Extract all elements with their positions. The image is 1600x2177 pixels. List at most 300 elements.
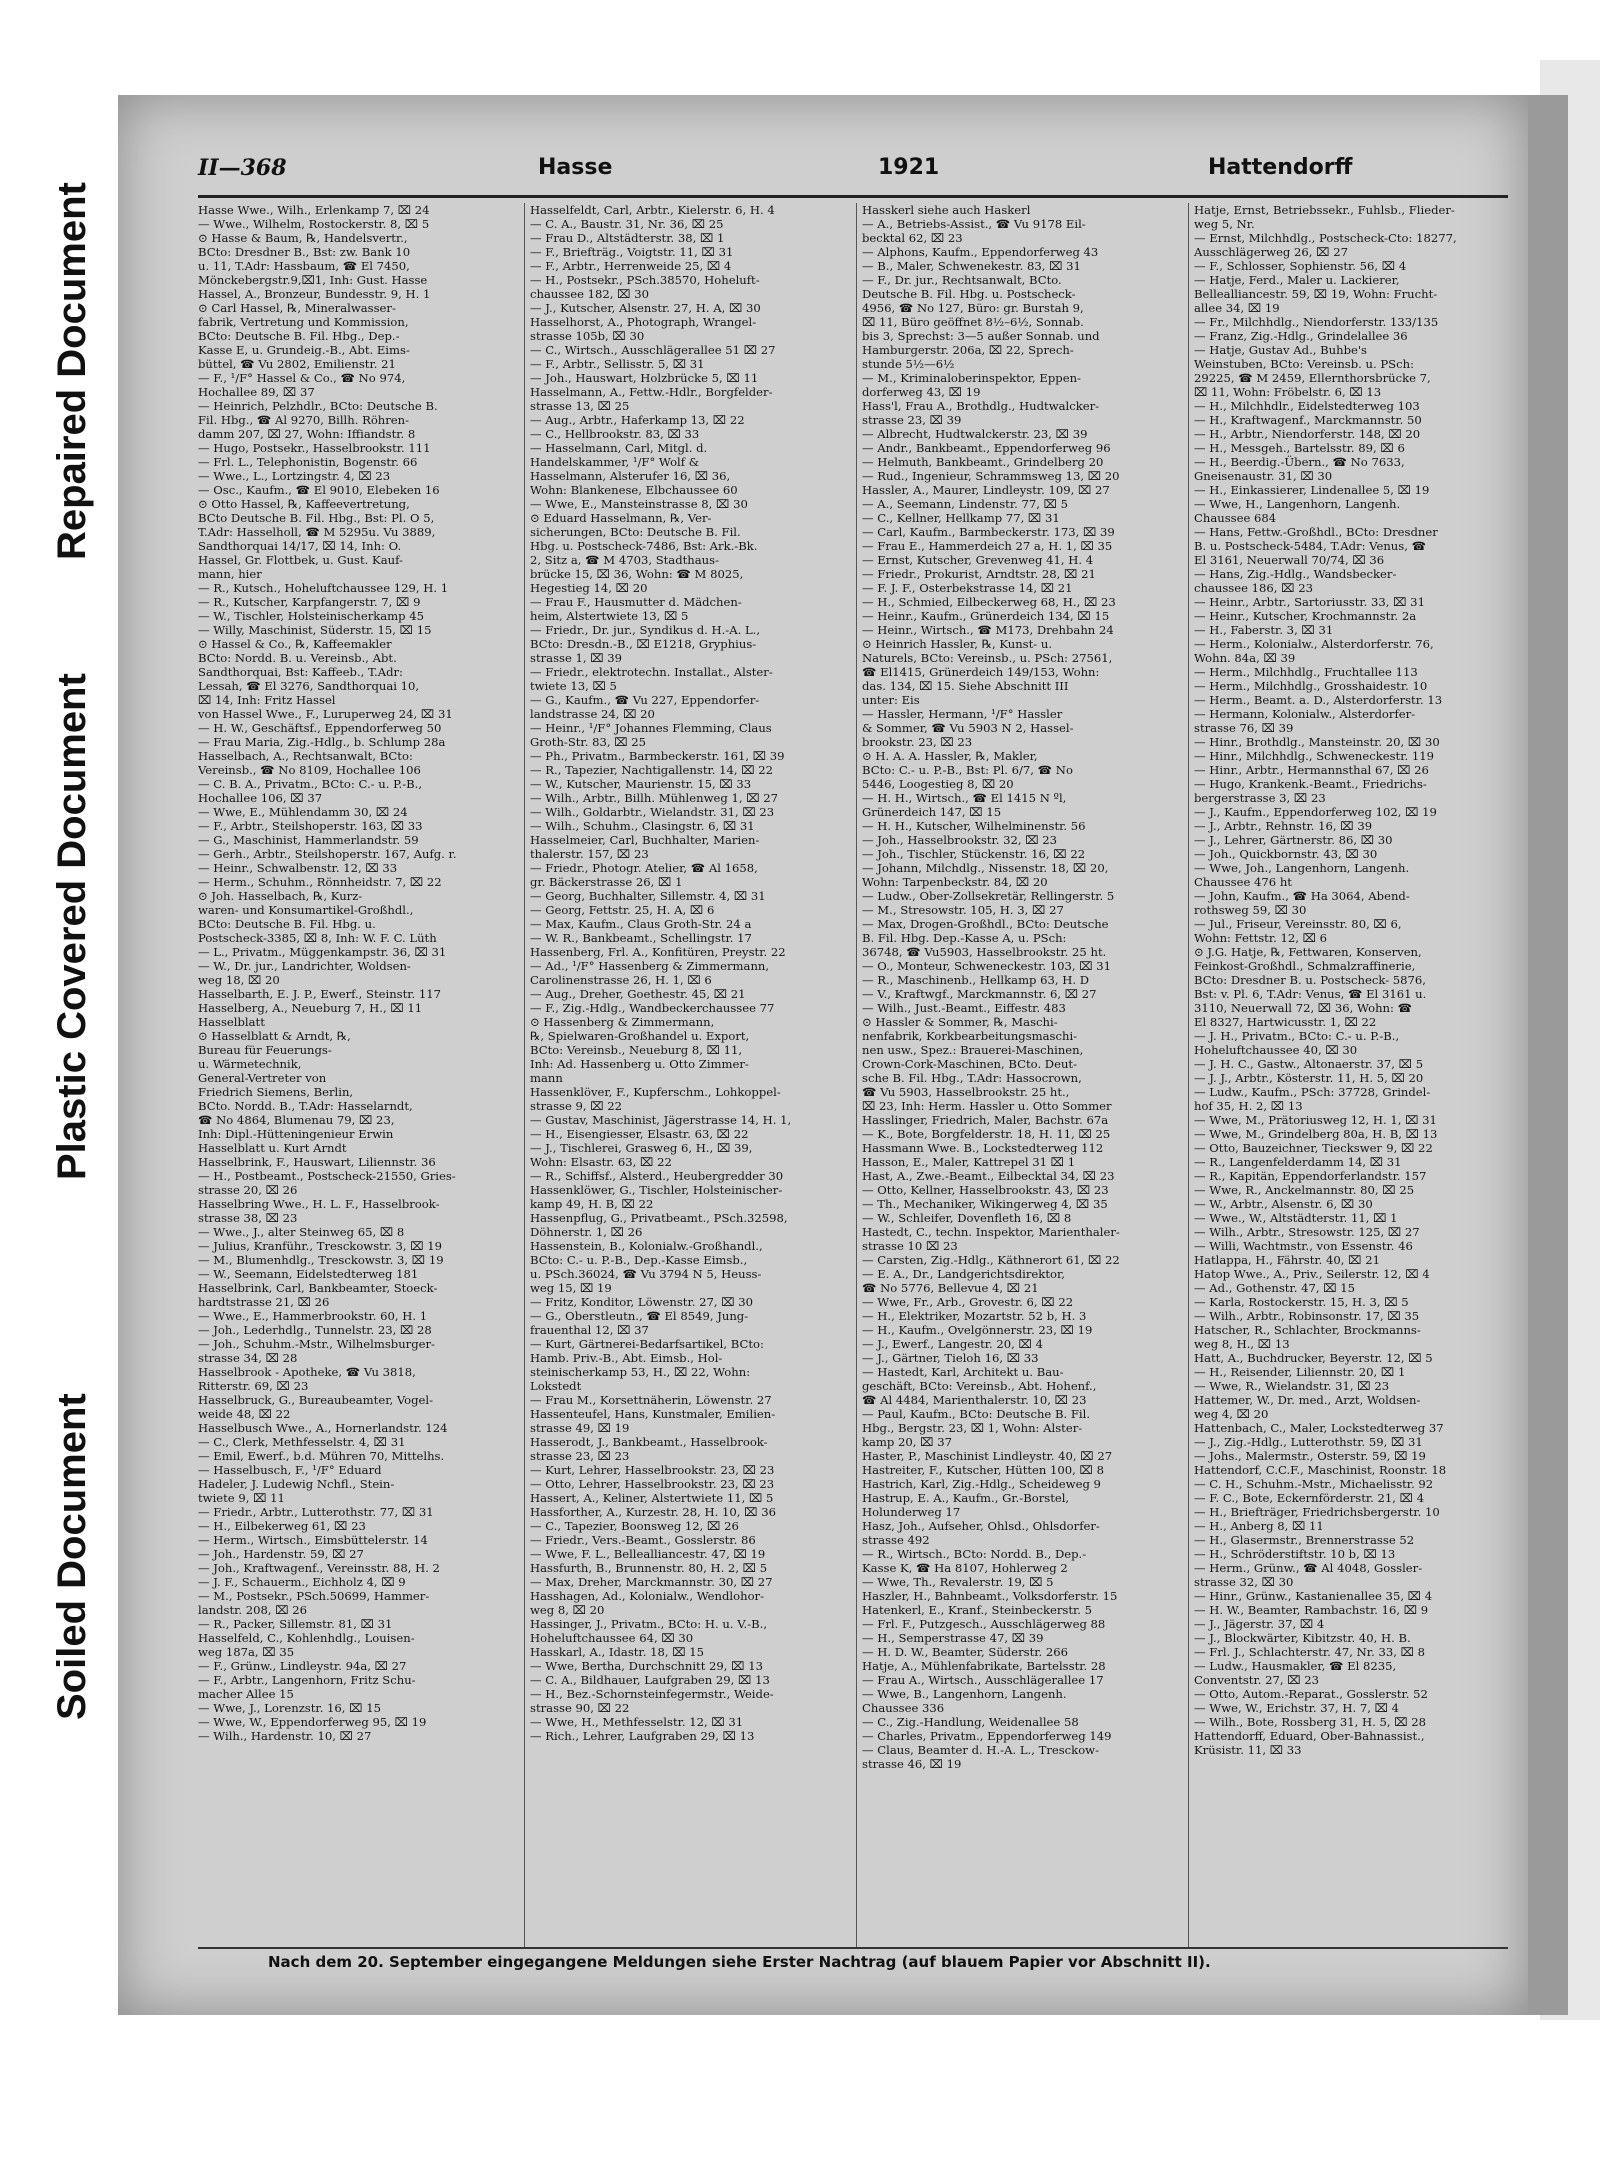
directory-entry-line: — H., Bez.-Schornsteinfegermstr., Weide- <box>530 1687 774 1701</box>
directory-entry-line: Feinkost-Großhdl., Schmalzraffinerie, <box>1194 959 1416 973</box>
directory-entry-line: — C., Clerk, Methfesselstr. 4, ⌧ 31 <box>198 1435 406 1449</box>
directory-entry-line: thalerstr. 157, ⌧ 23 <box>530 847 649 861</box>
directory-entry-line: — C., Wirtsch., Ausschlägerallee 51 ⌧ 27 <box>530 343 776 357</box>
page-edge <box>1528 95 1568 2015</box>
directory-entry-line: — Wilh., Goldarbtr., Wielandstr. 31, ⌧ 23 <box>530 805 775 819</box>
directory-entry-line: — Wilh., Schuhm., Clasingstr. 6, ⌧ 31 <box>530 819 755 833</box>
directory-entry-line: Haster, P., Maschinist Lindleystr. 40, ⌧ 27 <box>862 1449 1113 1463</box>
directory-entry-line: — Heinr., Arbtr., Sartoriusstr. 33, ⌧ 31 <box>1194 595 1425 609</box>
directory-entry-line: Weinstuben, BCto: Vereinsb. u. PSch: <box>1194 357 1414 371</box>
directory-entry-line: Hassenberg, Frl. A., Konfitüren, Preystr. 22 <box>530 945 786 959</box>
directory-entry-line: — Joh., Lederhdlg., Tunnelstr. 23, ⌧ 28 <box>198 1323 432 1337</box>
directory-entry-line: ☎ Al 4484, Marienthalerstr. 10, ⌧ 23 <box>862 1393 1087 1407</box>
directory-entry-line: Postscheck-3385, ⌧ 8, Inh: W. F. C. Lüth <box>198 931 437 945</box>
directory-entry-line: — Hans, Fettw.-Großhdl., BCto: Dresdner <box>1194 525 1438 539</box>
directory-entry-line: — Friedr., Dr. jur., Syndikus d. H.-A. L., <box>530 623 761 637</box>
directory-entry-line: — F., Arbtr., Steilshoperstr. 163, ⌧ 33 <box>198 819 423 833</box>
directory-entry-line: — Charles, Privatm., Eppendorferweg 149 <box>862 1729 1112 1743</box>
directory-entry-line: — C., Tapezier, Boonsweg 12, ⌧ 26 <box>530 1519 739 1533</box>
directory-entry-line: ⊙ Hassler & Sommer, ℞, Maschi- <box>862 1015 1058 1029</box>
directory-entry-line: Inh: Ad. Hassenberg u. Otto Zimmer- <box>530 1057 749 1071</box>
directory-entry-line: 29225, ☎ M 2459, Ellernthorsbrücke 7, <box>1194 371 1431 385</box>
directory-entry-line: — Hinr., Brothdlg., Mansteinstr. 20, ⌧ 30 <box>1194 735 1440 749</box>
directory-entry-line: Inh: Dipl.-Hütteningenieur Erwin <box>198 1127 394 1141</box>
directory-entry-line: — Herm., Schuhm., Rönnheidstr. 7, ⌧ 22 <box>198 875 442 889</box>
directory-entry-line: — Herm., Milchhdlg., Grosshaidestr. 10 <box>1194 679 1428 693</box>
directory-entry-line: — Ph., Privatm., Barmbeckerstr. 161, ⌧ 39 <box>530 749 785 763</box>
directory-entry-line: Wohn: Blankenese, Elbchaussee 60 <box>530 483 738 497</box>
directory-entry-line: Hasshagen, Ad., Kolonialw., Wendlohor- <box>530 1589 765 1603</box>
directory-entry-line: — F., Zig.-Hdlg., Wandbeckerchaussee 77 <box>530 1001 775 1015</box>
directory-entry-line: — Hermann, Kolonialw., Alsterdorfer- <box>1194 707 1416 721</box>
directory-entry-line: — H., Briefträger, Friedrichsbergerstr. 10 <box>1194 1505 1440 1519</box>
directory-entry-line: 2, Sitz a, ☎ M 4703, Stadthaus- <box>530 553 719 567</box>
directory-entry-line: — J. J., Arbtr., Kösterstr. 11, H. 5, ⌧ 20 <box>1194 1071 1424 1085</box>
directory-entry-line: — H., Reisender, Liliennstr. 20, ⌧ 1 <box>1194 1365 1406 1379</box>
directory-entry-line: Hassenstein, B., Kolonialw.-Großhandl., <box>530 1239 763 1253</box>
directory-entry-line: — Ad., ¹/F° Hassenberg & Zimmermann, <box>530 959 770 973</box>
directory-entry-line: — Wilh., Bote, Rossberg 31, H. 5, ⌧ 28 <box>1194 1715 1427 1729</box>
directory-entry-line: Hassenteufel, Hans, Kunstmaler, Emilien- <box>530 1407 776 1421</box>
directory-entry-line: Hasselbach, A., Rechtsanwalt, BCto: <box>198 749 413 763</box>
directory-entry-line: — H., Elektriker, Mozartstr. 52 b, H. 3 <box>862 1309 1087 1323</box>
directory-entry-line: — Andr., Bankbeamt., Eppendorferweg 96 <box>862 441 1111 455</box>
directory-entry-line: Chaussee 476 ht <box>1194 875 1292 889</box>
directory-entry-line: — H., Kraftwagenf., Marckmannstr. 50 <box>1194 413 1422 427</box>
directory-entry-line: — John, Kaufm., ☎ Ha 3064, Abend- <box>1194 889 1410 903</box>
directory-entry-line: mann, hier <box>198 567 262 581</box>
directory-entry-line: — Max, Dreher, Marckmannstr. 30, ⌧ 27 <box>530 1575 773 1589</box>
directory-entry-line: BCto. Nordd. B., T.Adr: Hasselarndt, <box>198 1099 413 1113</box>
directory-entry-line: — R., Wirtsch., BCto: Nordd. B., Dep.- <box>862 1547 1087 1561</box>
directory-entry-line: strasse 90, ⌧ 22 <box>530 1701 630 1715</box>
directory-entry-line: — Hans, Zig.-Hdlg., Wandsbecker- <box>1194 567 1397 581</box>
directory-entry-line: Hassenklöwer, G., Tischler, Holsteinischer- <box>530 1183 783 1197</box>
directory-entry-line: — W., Seemann, Eidelstedterweg 181 <box>198 1267 419 1281</box>
directory-entry-line: weg 5, Nr. <box>1194 217 1255 231</box>
directory-entry-line: Hattemer, W., Dr. med., Arzt, Woldsen- <box>1194 1393 1421 1407</box>
directory-entry-line: Bst: v. Pl. 6, T.Adr: Venus, ☎ El 3161 u. <box>1194 987 1427 1001</box>
directory-entry-line: unter: Eis <box>862 693 920 707</box>
directory-entry-line: 5446, Loogestieg 8, ⌧ 20 <box>862 777 1014 791</box>
directory-entry-line: — Wwe, W., Eppendorferweg 95, ⌧ 19 <box>198 1715 427 1729</box>
directory-entry-line: — Hinr., Milchhdlg., Schweneckestr. 119 <box>1194 749 1434 763</box>
directory-entry-line: — Georg, Buchhalter, Sillemstr. 4, ⌧ 31 <box>530 889 766 903</box>
directory-entry-line: — Friedr., Photogr. Atelier, ☎ Al 1658, <box>530 861 758 875</box>
directory-entry-line: Hassenklöver, F., Kupferschm., Lohkoppel- <box>530 1085 781 1099</box>
directory-entry-line: Hast, A., Zwe.-Beamt., Eilbecktal 34, ⌧ 23 <box>862 1169 1115 1183</box>
directory-entry-line: — C. A., Baustr. 31, Nr. 36, ⌧ 25 <box>530 217 724 231</box>
directory-entry-line: Hasselhorst, A., Photograph, Wrangel- <box>530 315 757 329</box>
directory-entry-line: ☎ No 4864, Blumenau 79, ⌧ 23, <box>198 1113 395 1127</box>
directory-entry-line: Hasserodt, J., Bankbeamt., Hasselbrook- <box>530 1435 768 1449</box>
directory-entry-line: — Frau F., Hausmutter d. Mädchen- <box>530 595 742 609</box>
directory-entry-line: — Wwe., W., Altstädterstr. 11, ⌧ 1 <box>1194 1211 1398 1225</box>
directory-entry-line: strasse 105b, ⌧ 30 <box>530 329 645 343</box>
directory-entry-line: — J., Jägerstr. 37, ⌧ 4 <box>1194 1617 1325 1631</box>
directory-entry-line: BCto: Nordd. B. u. Vereinsb., Abt. <box>198 651 397 665</box>
directory-entry-line: — H. W., Beamter, Rambachstr. 16, ⌧ 9 <box>1194 1603 1429 1617</box>
directory-entry-line: — J., Kaufm., Eppendorferweg 102, ⌧ 19 <box>1194 805 1437 819</box>
directory-entry-line: — H., Einkassierer, Lindenallee 5, ⌧ 19 <box>1194 483 1430 497</box>
directory-entry-line: Hegestieg 14, ⌧ 20 <box>530 581 648 595</box>
directory-entry-line: — Wilh., Arbtr., Stresowstr. 125, ⌧ 27 <box>1194 1225 1420 1239</box>
directory-entry-line: — C., Zig.-Handlung, Weidenallee 58 <box>862 1715 1079 1729</box>
directory-entry-line: — Friedr., Vers.-Beamt., Gosslerstr. 86 <box>530 1533 756 1547</box>
directory-entry-line: Ritterstr. 69, ⌧ 23 <box>198 1379 309 1393</box>
directory-entry-line: — Wilh., Hardenstr. 10, ⌧ 27 <box>198 1729 372 1743</box>
directory-entry-line: — Wwe, H., Langenhorn, Langenh. <box>1194 497 1401 511</box>
first-catchword: Hasse <box>538 155 613 180</box>
directory-entry-line: Hasskerl siehe auch Haskerl <box>862 203 1031 217</box>
directory-entry-line: — Friedr., Arbtr., Lutterothstr. 77, ⌧ 31 <box>198 1505 434 1519</box>
last-catchword: Hattendorff <box>1208 155 1353 180</box>
directory-entry-line: 4956, ☎ No 127, Büro: gr. Burstah 9, <box>862 301 1084 315</box>
directory-entry-line: dorferweg 43, ⌧ 19 <box>862 385 981 399</box>
directory-entry-line: ⊙ Joh. Hasselbach, ℞, Kurz- <box>198 889 363 903</box>
directory-entry-line: — H., Schmied, Eilbeckerweg 68, H., ⌧ 23 <box>862 595 1116 609</box>
directory-entry-line: Bureau für Feuerungs- <box>198 1043 332 1057</box>
directory-entry-line: — Wwe, Joh., Langenhorn, Langenh. <box>1194 861 1410 875</box>
column-2 <box>530 203 848 1953</box>
directory-entry-line: BCto: Dresdner B., Bst: zw. Bank 10 <box>198 245 411 259</box>
directory-entry-line: — H., Eisengiesser, Elsastr. 63, ⌧ 22 <box>530 1127 749 1141</box>
directory-entry-line: strasse 23, ⌧ 39 <box>862 413 962 427</box>
directory-entry-line: — Ernst, Milchhdlg., Postscheck-Cto: 18277, <box>1194 231 1457 245</box>
directory-entry-line: Hassert, A., Keliner, Alstertwiete 11, ⌧ 5 <box>530 1491 774 1505</box>
directory-entry-line: Hoheluftchaussee 64, ⌧ 30 <box>530 1631 694 1645</box>
directory-entry-line: — F., Arbtr., Sellisstr. 5, ⌧ 31 <box>530 357 705 371</box>
directory-entry-line: — H., Kaufm., Ovelgönnerstr. 23, ⌧ 19 <box>862 1323 1093 1337</box>
directory-entry-line: BCto: Dresdner B. u. Postscheck- 5876, <box>1194 973 1426 987</box>
directory-entry-line: — Wwe, E., Mansteinstrasse 8, ⌧ 30 <box>530 497 748 511</box>
directory-entry-line: ☎ Vu 5903, Hasselbrookstr. 25 ht., <box>862 1085 1070 1099</box>
directory-entry-line: — F., ¹/F° Hassel & Co., ☎ No 974, <box>198 371 406 385</box>
directory-entry-line: — Ludw., Ober-Zollsekretär, Rellingerstr. 5 <box>862 889 1115 903</box>
directory-entry-line: Hasz, Joh., Aufseher, Ohlsd., Ohlsdorfer- <box>862 1519 1100 1533</box>
directory-entry-line: Hasselbarth, E. J. P., Ewerf., Steinstr. 117 <box>198 987 442 1001</box>
directory-entry-line: — J., Gärtner, Tieloh 16, ⌧ 33 <box>862 1351 1039 1365</box>
directory-entry-line: — J., Blockwärter, Kibitzstr. 40, H. B. <box>1194 1631 1411 1645</box>
directory-entry-line: — B., Maler, Schwenekestr. 83, ⌧ 31 <box>862 259 1081 273</box>
directory-entry-line: Hassfurth, B., Brunnenstr. 80, H. 2, ⌧ 5 <box>530 1561 768 1575</box>
label-plastic-covered-document: Plastic Covered Document <box>50 673 94 1180</box>
directory-entry-line: Hatt, A., Buchdrucker, Beyerstr. 12, ⌧ 5 <box>1194 1351 1433 1365</box>
label-repaired-document: Repaired Document <box>50 182 94 560</box>
directory-entry-line: — Heinrich, Pelzhdlr., BCto: Deutsche B. <box>198 399 438 413</box>
directory-entry-line: strasse 32, ⌧ 30 <box>1194 1575 1294 1589</box>
directory-entry-line: — Wwe., Wilhelm, Rostockerstr. 8, ⌧ 5 <box>198 217 430 231</box>
directory-entry-line: Hassforther, A., Kurzestr. 28, H. 10, ⌧ 36 <box>530 1505 776 1519</box>
directory-entry-line: — Joh., Kraftwagenf., Vereinsstr. 88, H. 2 <box>198 1561 440 1575</box>
directory-entry-line: — G., Kaufm., ☎ Vu 227, Eppendorfer- <box>530 693 760 707</box>
directory-entry-line: Ausschlägerweg 26, ⌧ 27 <box>1194 245 1348 259</box>
directory-entry-line: — Frau Maria, Zig.-Hdlg., b. Schlump 28a <box>198 735 446 749</box>
directory-entry-line: Hattendorff, Eduard, Ober-Bahnassist., <box>1194 1729 1425 1743</box>
directory-entry-line: — H., Eilbekerweg 61, ⌧ 23 <box>198 1519 366 1533</box>
directory-entry-line: 36748, ☎ Vu5903, Hasselbrookstr. 25 ht. <box>862 945 1107 959</box>
directory-entry-line: 3110, Neuerwall 72, ⌧ 36, Wohn: ☎ <box>1194 1001 1413 1015</box>
directory-entry-line: — Albrecht, Hudtwalckerstr. 23, ⌧ 39 <box>862 427 1088 441</box>
directory-entry-line: — Kurt, Lehrer, Hasselbrookstr. 23, ⌧ 23 <box>530 1463 775 1477</box>
directory-entry-line: büttel, ☎ Vu 2802, Emilienstr. 21 <box>198 357 396 371</box>
directory-entry-line: — G., Oberstleutn., ☎ El 8549, Jung- <box>530 1309 749 1323</box>
directory-entry-line: kamp 49, H. B, ⌧ 22 <box>530 1197 654 1211</box>
directory-entry-line: — Wilh., Just.-Beamt., Eiffestr. 483 <box>862 1001 1066 1015</box>
directory-entry-line: — Emil, Ewerf., b.d. Mühren 70, Mittelhs. <box>198 1449 445 1463</box>
directory-entry-line: — Wilh., Arbtr., Robinsonstr. 17, ⌧ 35 <box>1194 1309 1420 1323</box>
column-4 <box>1194 203 1512 1953</box>
directory-entry-line: hardtstrasse 21, ⌧ 26 <box>198 1295 330 1309</box>
directory-entry-line: — Hatje, Gustav Ad., Buhbe's <box>1194 343 1367 357</box>
directory-entry-line: ☎ El1415, Grünerdeich 149/153, Wohn: <box>862 665 1100 679</box>
directory-entry-line: — A., Betriebs-Assist., ☎ Vu 9178 Eil- <box>862 217 1086 231</box>
directory-entry-line: ⊙ Hasselblatt & Arndt, ℞, <box>198 1029 351 1043</box>
directory-entry-line: — M., Stresowstr. 105, H. 3, ⌧ 27 <box>862 903 1064 917</box>
directory-entry-line: Hassel, A., Bronzeur, Bundesstr. 9, H. 1 <box>198 287 431 301</box>
directory-entry-line: — H. H., Wirtsch., ☎ El 1415 N ºl, <box>862 791 1067 805</box>
directory-entry-line: — Frau M., Korsettnäherin, Löwenstr. 27 <box>530 1393 772 1407</box>
footer-note: Nach dem 20. September eingegangene Meldungen siehe Erster Nachtrag (auf blauem Papier vor Abschnitt II). <box>268 1953 1211 1971</box>
directory-entry-line: Chaussee 684 <box>1194 511 1277 525</box>
directory-entry-line: — Herm., Wirtsch., Eimsbüttelerstr. 14 <box>198 1533 428 1547</box>
directory-entry-line: weg 15, ⌧ 19 <box>530 1281 612 1295</box>
directory-entry-line: BCto: Dresdn.-B., ⌧ E1218, Gryphius- <box>530 637 757 651</box>
directory-entry-line: — Ad., Gothenstr. 47, ⌧ 15 <box>1194 1281 1355 1295</box>
directory-entry-line: u. PSch.36024, ☎ Vu 3794 N 5, Heuss- <box>530 1267 762 1281</box>
directory-entry-line: — Aug., Arbtr., Haferkamp 13, ⌧ 22 <box>530 413 745 427</box>
directory-entry-line: Kasse E, u. Grundeig.-B., Abt. Eims- <box>198 343 410 357</box>
directory-entry-line: — Wwe, E., Mühlendamm 30, ⌧ 24 <box>198 805 408 819</box>
directory-entry-line: von Hassel Wwe., F., Luruperweg 24, ⌧ 31 <box>198 707 453 721</box>
directory-entry-line: — R., Kutsch., Hoheluftchaussee 129, H. 1 <box>198 581 449 595</box>
directory-entry-line: — Frau A., Wirtsch., Ausschlägerallee 17 <box>862 1673 1104 1687</box>
directory-entry-line: macher Allee 15 <box>198 1687 294 1701</box>
directory-entry-line: BCto: Deutsche B. Fil. Hbg., Dep.- <box>198 329 400 343</box>
directory-entry-line: hof 35, H. 2, ⌧ 13 <box>1194 1099 1303 1113</box>
directory-entry-line: nenfabrik, Korkbearbeitungsmaschi- <box>862 1029 1078 1043</box>
directory-entry-line: — Aug., Dreher, Goethestr. 45, ⌧ 21 <box>530 987 746 1001</box>
directory-entry-line: Hasselbruck, G., Bureaubeamter, Vogel- <box>198 1393 434 1407</box>
directory-entry-line: — H., Schröderstiftstr. 10 b, ⌧ 13 <box>1194 1547 1396 1561</box>
directory-entry-line: — H., Postbeamt., Postscheck-21550, Gries- <box>198 1169 456 1183</box>
directory-entry-line: — Alphons, Kaufm., Eppendorferweg 43 <box>862 245 1099 259</box>
directory-entry-line: — Wwe, B., Langenhorn, Langenh. <box>862 1687 1067 1701</box>
directory-entry-line: — H., Postsekr., PSch.38570, Hoheluft- <box>530 273 760 287</box>
directory-entry-line: Handelskammer, ¹/F° Wolf & <box>530 455 700 469</box>
directory-entry-line: — R., Kapitän, Eppendorferlandstr. 157 <box>1194 1169 1427 1183</box>
directory-entry-line: — C. A., Bildhauer, Laufgraben 29, ⌧ 13 <box>530 1673 770 1687</box>
directory-entry-line: Friedrich Siemens, Berlin, <box>198 1085 354 1099</box>
directory-entry-line: Hasselblatt <box>198 1015 265 1029</box>
directory-entry-line: — Friedr., Prokurist, Arndtstr. 28, ⌧ 21 <box>862 567 1096 581</box>
directory-entry-line: — Wwe, F. L., Bellealliancestr. 47, ⌧ 19 <box>530 1547 766 1561</box>
directory-entry-line: strasse 23, ⌧ 23 <box>530 1449 630 1463</box>
directory-entry-line: — Frau D., Altstädterstr. 38, ⌧ 1 <box>530 231 725 245</box>
directory-entry-line: — Wwe, R., Wielandstr. 31, ⌧ 23 <box>1194 1379 1390 1393</box>
directory-entry-line: heim, Alstertwiete 13, ⌧ 5 <box>530 609 689 623</box>
directory-entry-line: — W., Arbtr., Alsenstr. 6, ⌧ 30 <box>1194 1197 1373 1211</box>
directory-entry-line: — R., Kutscher, Karpfangerstr. 7, ⌧ 9 <box>198 595 421 609</box>
directory-entry-line: — Osc., Kaufm., ☎ El 9010, Elebeken 16 <box>198 483 440 497</box>
directory-entry-line: chaussee 182, ⌧ 30 <box>530 287 649 301</box>
directory-entry-line: — H., Glasermstr., Brennerstrasse 52 <box>1194 1533 1415 1547</box>
directory-entry-line: Groth-Str. 83, ⌧ 25 <box>530 735 646 749</box>
footer-rule <box>198 1947 1508 1949</box>
directory-entry-line: — Fr., Milchhdlg., Niendorferstr. 133/135 <box>1194 315 1439 329</box>
directory-entry-line: Lokstedt <box>530 1379 582 1393</box>
directory-entry-line: — H., Milchhdlr., Eidelstedterweg 103 <box>1194 399 1420 413</box>
directory-entry-line: — G., Maschinist, Hammerlandstr. 59 <box>198 833 419 847</box>
directory-entry-line: mann <box>530 1071 563 1085</box>
directory-entry-line: — Heinr., ¹/F° Johannes Flemming, Claus <box>530 721 772 735</box>
directory-entry-line: — Joh., Tischler, Stückenstr. 16, ⌧ 22 <box>862 847 1086 861</box>
directory-entry-line: — J. H. C., Gastw., Altonaerstr. 37, ⌧ 5 <box>1194 1057 1424 1071</box>
directory-entry-line: strasse 492 <box>862 1533 930 1547</box>
directory-entry-line: Hatje, Ernst, Betriebssekr., Fuhlsb., Flieder- <box>1194 203 1455 217</box>
directory-entry-line: — Frl. L., Telephonistin, Bogenstr. 66 <box>198 455 418 469</box>
directory-entry-line: — J. H., Privatm., BCto: C.- u. P.-B., <box>1194 1029 1400 1043</box>
year: 1921 <box>878 155 940 180</box>
directory-entry-line: strasse 46, ⌧ 19 <box>862 1757 962 1771</box>
directory-entry-line: — Wwe., L., Lortzingstr. 4, ⌧ 23 <box>198 469 391 483</box>
directory-entry-line: — Hasselmann, Carl, Mitgl. d. <box>530 441 708 455</box>
directory-entry-line: ⌧ 11, Wohn: Fröbelstr. 6, ⌧ 13 <box>1194 385 1382 399</box>
directory-entry-line: — Wwe, W., Erichstr. 37, H. 7, ⌧ 4 <box>1194 1701 1399 1715</box>
directory-entry-line: — Karla, Rostockerstr. 15, H. 3, ⌧ 5 <box>1194 1295 1409 1309</box>
directory-entry-line: rothsweg 59, ⌧ 30 <box>1194 903 1307 917</box>
directory-entry-line: ☎ No 5776, Bellevue 4, ⌧ 21 <box>862 1281 1039 1295</box>
directory-entry-line: — Wwe., J., alter Steinweg 65, ⌧ 8 <box>198 1225 405 1239</box>
directory-entry-line: — Franz, Zig.-Hdlg., Grindelallee 36 <box>1194 329 1408 343</box>
directory-entry-line: — Wwe, M., Prätoriusweg 12, H. 1, ⌧ 31 <box>1194 1113 1437 1127</box>
directory-entry-line: — Rich., Lehrer, Laufgraben 29, ⌧ 13 <box>530 1729 755 1743</box>
directory-entry-line: — Otto, Bauzeichner, Tieckswег 9, ⌧ 22 <box>1194 1141 1433 1155</box>
directory-entry-line: Hasslinger, Friedrich, Maler, Bachstr. 67a <box>862 1113 1109 1127</box>
directory-entry-line: — R., Langenfelderdamm 14, ⌧ 31 <box>1194 1155 1402 1169</box>
directory-entry-line: strasse 9, ⌧ 22 <box>530 1099 623 1113</box>
directory-entry-line: — Hinr., Arbtr., Hermannsthal 67, ⌧ 26 <box>1194 763 1429 777</box>
directory-entry-line: — W., Tischler, Holsteinischerkamp 45 <box>198 609 425 623</box>
directory-entry-line: — Wwe, J., Lorenzstr. 16, ⌧ 15 <box>198 1701 381 1715</box>
directory-entry-line: Sandthorquai, Bst: Kaffeeb., T.Adr: <box>198 665 403 679</box>
directory-entry-line: El 8327, Hartwicusstr. 1, ⌧ 22 <box>1194 1015 1377 1029</box>
directory-entry-line: — Joh., Hardenstr. 59, ⌧ 27 <box>198 1547 364 1561</box>
directory-entry-line: twiete 13, ⌧ 5 <box>530 679 617 693</box>
directory-entry-line: Mönckebergstr.9,⌧1, Inh: Gust. Hasse <box>198 273 428 287</box>
directory-entry-line: Hatscher, R., Schlachter, Brockmanns- <box>1194 1323 1421 1337</box>
directory-entry-line: ℞, Spielwaren-Großhandel u. Export, <box>530 1029 750 1043</box>
directory-entry-line: ⊙ J.G. Hatje, ℞, Fettwaren, Konserven, <box>1194 945 1422 959</box>
directory-entry-line: — C. B. A., Privatm., BCto: C.- u. P.-B., <box>198 777 423 791</box>
header-rule <box>198 195 1508 198</box>
directory-entry-line: — Carl, Kaufm., Barmbeckerstr. 173, ⌧ 39 <box>862 525 1115 539</box>
directory-entry-line: gr. Bäckerstrasse 26, ⌧ 1 <box>530 875 683 889</box>
directory-entry-line: T.Adr: Hasselholl, ☎ M 5295u. Vu 3889, <box>198 525 436 539</box>
directory-entry-line: — Joh., Quickbornstr. 43, ⌧ 30 <box>1194 847 1378 861</box>
directory-entry-line: fabrik, Vertretung und Kommission, <box>198 315 409 329</box>
directory-entry-line: Hassinger, J., Privatm., BCto: H. u. V.-B., <box>530 1617 768 1631</box>
directory-entry-line: das. 134, ⌧ 15. Siehe Abschnitt III <box>862 679 1069 693</box>
directory-entry-line: — R., Packer, Sillemstr. 81, ⌧ 31 <box>198 1617 393 1631</box>
directory-entry-line: — Herm., Beamt. a. D., Alsterdorferstr. 13 <box>1194 693 1443 707</box>
column-3 <box>862 203 1180 1953</box>
directory-entry-line: Hassmann Wwe. B., Lockstedterweg 112 <box>862 1141 1104 1155</box>
directory-entry-line: B. u. Postscheck-5484, T.Adr: Venus, ☎ <box>1194 539 1427 553</box>
directory-entry-line: Hastrich, Karl, Zig.-Hdlg., Scheideweg 9 <box>862 1477 1101 1491</box>
directory-entry-line: Hbg., Bergstr. 23, ⌧ 1, Wohn: Alster- <box>862 1421 1083 1435</box>
directory-entry-line: — Gerh., Arbtr., Steilshoperstr. 167, Aufg. r. <box>198 847 457 861</box>
directory-entry-line: BCto: C.- u. P.-B., Bst: Pl. 6/7, ☎ No <box>862 763 1073 777</box>
directory-entry-line: Hoheluftchaussee 40, ⌧ 30 <box>1194 1043 1358 1057</box>
directory-entry-line: Hasson, E., Maler, Kattrepel 31 ⌧ 1 <box>862 1155 1076 1169</box>
directory-entry-line: geschäft, BCto: Vereinsb., Abt. Hohenf., <box>862 1379 1097 1393</box>
directory-entry-line: — Max, Drogen-Großhdl., BCto: Deutsche <box>862 917 1109 931</box>
directory-entry-line: Döhnerstr. 1, ⌧ 26 <box>530 1225 643 1239</box>
directory-entry-line: Hasselmann, A., Fettw.-Hdlr., Borgfelder- <box>530 385 773 399</box>
directory-entry-line: — Willi, Wachtmstr., von Essenstr. 46 <box>1194 1239 1413 1253</box>
directory-entry-line: stunde 5½—6½ <box>862 357 955 371</box>
directory-entry-line: — H. W., Geschäftsf., Eppendorferweg 50 <box>198 721 442 735</box>
directory-entry-line: Wohn: Elsastr. 63, ⌧ 22 <box>530 1155 672 1169</box>
directory-entry-line: weg 187a, ⌧ 35 <box>198 1645 295 1659</box>
directory-entry-line: bergerstrasse 3, ⌧ 23 <box>1194 791 1326 805</box>
directory-entry-line: Hatop Wwe., A., Priv., Seilerstr. 12, ⌧ 4 <box>1194 1267 1430 1281</box>
directory-entry-line: — C. H., Schuhm.-Mstr., Michaelisstr. 92 <box>1194 1477 1434 1491</box>
directory-entry-line: — H., Anberg 8, ⌧ 11 <box>1194 1519 1324 1533</box>
directory-entry-line: — Wwe, H., Methfesselstr. 12, ⌧ 31 <box>530 1715 744 1729</box>
directory-entry-line: — M., Blumenhdlg., Tresckowstr. 3, ⌧ 19 <box>198 1253 444 1267</box>
directory-entry-line: — Julius, Kranführ., Tresckowstr. 3, ⌧ 19 <box>198 1239 443 1253</box>
directory-entry-line: — J., Ewerf., Langestr. 20, ⌧ 4 <box>862 1337 1043 1351</box>
directory-entry-line: Hass'l, Frau A., Brothdlg., Hudtwalcker- <box>862 399 1100 413</box>
directory-entry-line: — Hatje, Ferd., Maler u. Lackierer, <box>1194 273 1400 287</box>
directory-entry-line: ⊙ Hassel & Co., ℞, Kaffeemakler <box>198 637 392 651</box>
directory-entry-line: Sandthorquai 14/17, ⌧ 14, Inh: O. <box>198 539 402 553</box>
side-labels <box>0 0 100 2177</box>
directory-entry-line: — Heinr., Schwalbenstr. 12, ⌧ 33 <box>198 861 398 875</box>
directory-entry-line: — C., Kellner, Hellkamp 77, ⌧ 31 <box>862 511 1060 525</box>
directory-entry-line: — F., Briefträg., Voigtstr. 11, ⌧ 31 <box>530 245 734 259</box>
directory-entry-line: Hadeler, J. Ludewig Nchfl., Stein- <box>198 1477 395 1491</box>
directory-entry-line: u. 11, T.Adr: Hassbaum, ☎ El 7450, <box>198 259 410 273</box>
directory-entry-line: — H. H., Kutscher, Wilhelminenstr. 56 <box>862 819 1086 833</box>
directory-entry-line: Naturels, BCto: Vereinsb., u. PSch: 27561, <box>862 651 1113 665</box>
directory-entry-line: — Heinr., Kaufm., Grünerdeich 134, ⌧ 15 <box>862 609 1110 623</box>
directory-entry-line: Hasselmeier, Carl, Buchhalter, Marien- <box>530 833 760 847</box>
directory-entry-line: — Max, Kaufm., Claus Groth-Str. 24 a <box>530 917 752 931</box>
directory-entry-line: strasse 10 ⌧ 23 <box>862 1239 958 1253</box>
directory-entry-line: — Wwe, Fr., Arb., Grovestr. 6, ⌧ 22 <box>862 1295 1074 1309</box>
directory-entry-line: Hasskarl, A., Idastr. 18, ⌧ 15 <box>530 1645 704 1659</box>
directory-entry-line: — Fritz, Konditor, Löwenstr. 27, ⌧ 30 <box>530 1295 754 1309</box>
column-1 <box>198 203 516 1953</box>
directory-entry-line: strasse 34, ⌧ 28 <box>198 1351 298 1365</box>
directory-entry-line: — Ludw., Hausmakler, ☎ El 8235, <box>1194 1659 1397 1673</box>
directory-entry-line: — V., Kraftwgf., Marckmannstr. 6, ⌧ 27 <box>862 987 1097 1001</box>
directory-columns <box>198 203 1518 1953</box>
directory-entry-line: — W., Dr. jur., Landrichter, Woldsen- <box>198 959 411 973</box>
directory-entry-line: Vereinsb., ☎ No 8109, Hochallee 106 <box>198 763 421 777</box>
directory-entry-line: — Hinr., Grünw., Kastanienallee 35, ⌧ 4 <box>1194 1589 1433 1603</box>
directory-entry-line: Hochallee 106, ⌧ 37 <box>198 791 323 805</box>
directory-entry-line: weg 8, H., ⌧ 13 <box>1194 1337 1290 1351</box>
directory-entry-line: strasse 1, ⌧ 39 <box>530 651 623 665</box>
directory-entry-line: — F., Schlosser, Sophienstr. 56, ⌧ 4 <box>1194 259 1407 273</box>
directory-entry-line: allee 34, ⌧ 19 <box>1194 301 1280 315</box>
directory-entry-line: Wohn: Tarpenbeckstr. 84, ⌧ 20 <box>862 875 1048 889</box>
directory-entry-line: — W. R., Bankbeamt., Schellingstr. 17 <box>530 931 752 945</box>
